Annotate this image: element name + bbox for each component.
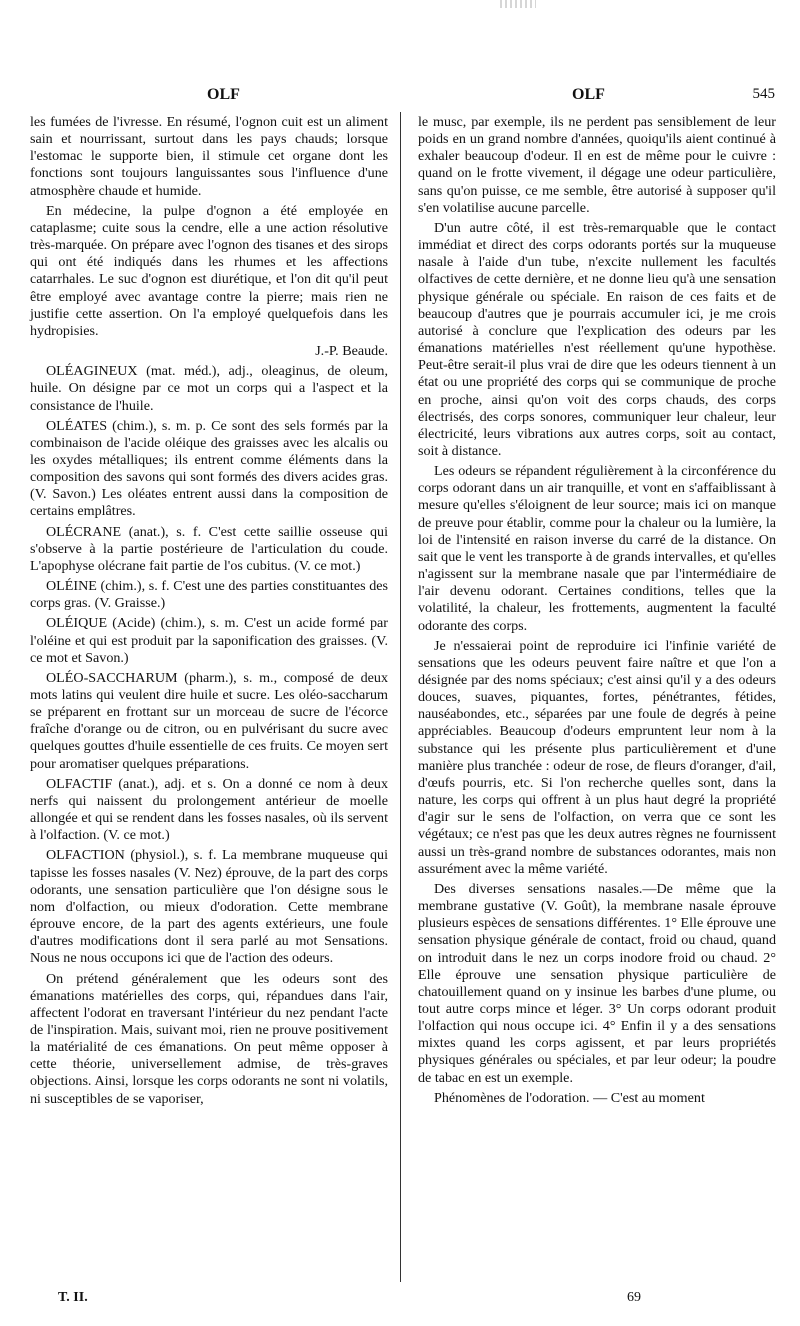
volume-mark: T. II. <box>58 1290 88 1305</box>
entry-oleique: OLÉIQUE (Acide) (chim.), s. m. C'est un acide formé par l'oléine et qui est produit par la saponification des graisses. (V. ce mot et Savon.) <box>30 615 388 666</box>
paragraph: Phénomènes de l'odoration. — C'est au moment <box>434 1089 705 1106</box>
left-column <box>30 114 388 1111</box>
paragraph: On prétend généralement que les odeurs sont des émanations matérielles des corps, qui, répandues dans l'air, affectent l'odorat en traversant l'intérieur du nez pendant l'acte de l'inspiration. Mais, suivant moi, rien ne prouve positivement la matérialité de ces émanations. On peut même opposer à cette théorie, universellement admise, de très-graves objections. Ainsi, lorsque les corps odorants ne sont ni volatils, ni susceptibles de se vaporiser, <box>30 970 388 1107</box>
paragraph: Les odeurs se répandent régulièrement à la circonférence du corps odorant dans un air tranquille, et vont en s'affaiblissant à mesure qu'elles s'éloignent de leur source; mais ici on manque de preuve pour établir, comme pour la chaleur ou la lumière, la loi de l'intensité en raison inverse du carré de la distance. On sait que le vent les transporte à de grands intervalles, et qu'elles n'agissent sur la membrane nasale que par l'intermédiaire de l'air devenu odorant. Certaines conditions, telles que la volatilité, la chaleur, les frottements, augmentent la faculté odorante des corps. <box>418 463 776 634</box>
header-left-title: OLF <box>207 86 240 103</box>
scan-artifact <box>500 0 536 8</box>
page-number: 545 <box>752 86 775 102</box>
paragraph: le musc, par exemple, ils ne perdent pas sensiblement de leur poids en un grand nombre d'années, quoiqu'ils aient continué à exhaler beaucoup d'odeur. Il en est de même pour le cuivre : quand on le frotte vivement, il dégage une odeur particulière, sans qu'on puisse, ce me semble, être autorisé à supposer qu'il s'en volatilise aucune parcelle. <box>418 114 776 216</box>
entry-oleagineux: OLÉAGINEUX (mat. méd.), adj., oleaginus, de oleum, huile. On désigne par ce mot un corps qui a l'aspect et la consistance de l'huile. <box>30 363 388 414</box>
entry-oleine: OLÉINE (chim.), s. f. C'est une des parties constituantes des corps gras. (V. Graisse.) <box>30 578 388 612</box>
author-signature: J.-P. Beaude. <box>315 343 388 360</box>
sheet-signature: 69 <box>627 1290 641 1305</box>
page-footer <box>30 1290 775 1310</box>
paragraph: En médecine, la pulpe d'ognon a été employée en cataplasme; cuite sous la cendre, elle a une action résolutive très-marquée. On prépare avec l'ognon des tisanes et des sirops qui ont été indiqués dans les rhumes et les affections catarrhales. Le suc d'ognon est diurétique, et l'on dit qu'il peut être employé avec avantage contre la pierre; mais rien ne justifie cette assertion. On l'a employé quelquefois dans les hydropisies. <box>30 202 388 339</box>
paragraph: les fumées de l'ivresse. En résumé, l'ognon cuit est un aliment sain et nourrissant, surtout dans les pays chauds; lorsque l'estomac le supporte bien, il stimule cet organe dont les fonctions sont toujours languissantes sous l'influence d'une atmosphère chaude et humide. <box>30 114 388 199</box>
entry-oleo-saccharum: OLÉO-SACCHARUM (pharm.), s. m., composé de deux mots latins qui veulent dire huile et sucre. Les oléo-saccharum se préparent en frottant sur un morceau de sucre de l'écorce fraîche d'orange ou de citron, ou en pulvérisant du sucre avec quelques gouttes d'huile essentielle de ces fruits. Ce moyen sert pour aromatiser quelques préparations. <box>30 669 388 772</box>
entry-olfaction: OLFACTION (physiol.), s. f. La membrane muqueuse qui tapisse les fosses nasales (V. Nez) éprouve, de la part des corps odorants, une sensation particulière que l'on désigne sous le nom d'olfaction, ou mieux d'odoration. Cette membrane éprouve encore, de la part des agents extérieurs, une foule d'autres modifications dont il sera parlé au mot Sensations. Nous ne nous occupons ici que de l'action des odeurs. <box>30 847 388 967</box>
entry-olecrane: OLÉCRANE (anat.), s. f. C'est cette saillie osseuse qui s'observe à la partie postérieure de l'articulation du coude. L'apophyse olécrane fait partie de l'os cubitus. (V. ce mot.) <box>30 523 388 574</box>
paragraph: Je n'essaierai point de reproduire ici l'infinie variété de sensations que les odeurs peuvent faire naître et que l'on a désignée par des noms spéciaux; c'est ainsi qu'il y a des odeurs douces, suaves, piquantes, fortes, pénétrantes, fétides, nauséabondes, etc., séparées par une foule de degrés à peine appréciables. Beaucoup d'odeurs empruntent leur nom à la substance qui les présente plus particulièrement et d'une manière plus tranchée : odeur de rose, de fleurs d'oranger, d'ail, d'œufs pourris, etc. Si l'on recherche quelles sont, dans la nature, les corps qui offrent à un plus haut degré la propriété d'agir sur le sens de l'olfaction, on verra que ce sont les végétaux; ce n'est pas que les deux autres règnes ne fournissent aussi un très-grand nombre de substances odorantes, mais non assurément avec la même variété. <box>418 637 776 877</box>
column-divider <box>400 112 401 1282</box>
right-column <box>418 114 776 1110</box>
entry-olfactif: OLFACTIF (anat.), adj. et s. On a donné ce nom à deux nerfs qui naissent du prolongement antérieur de moelle allongée et qui se rendent dans les fosses nasales, où ils servent à l'olfaction. (V. ce mot.) <box>30 775 388 844</box>
header-right-title: OLF <box>572 86 605 103</box>
running-header <box>30 86 775 108</box>
entry-oleates: OLÉATES (chim.), s. m. p. Ce sont des sels formés par la combinaison de l'acide oléique des graisses avec les alcalis ou les oxydes métalliques; ils entrent comme éléments dans la composition des savons qui sont formés des divers acides gras. (V. Savon.) Les oléates entrent aussi dans la composition de certains emplâtres. <box>30 417 388 520</box>
paragraph: D'un autre côté, il est très-remarquable que le contact immédiat et direct des corps odorants portés sur la muqueuse nasale à l'aide d'un tube, n'excite nullement les facultés olfactives de cette dernière, et ne donne lieu qu'à une sensation physique générale ou spéciale. En raison de ces faits et de beaucoup d'autres que je pourrais accumuler ici, je me crois autorisé à conclure que l'explication des odeurs par les émanations matérielles n'est réellement qu'une hypothèse. Peut-être serait-il plus vrai de dire que les odeurs tiennent à un état ou une propriété des corps qui se communique de proche en proche, ainsi qu'on voit des corps chauds, des corps électrisés, des corps sonores, communiquer leur chaleur, leur électricité, leurs vibrations aux autres corps, soit au contact, soit à distance. <box>418 219 776 459</box>
paragraph: Des diverses sensations nasales.—De même que la membrane gustative (V. Goût), la membrane nasale éprouve plusieurs espèces de sensations différentes. 1° Elle éprouve une sensation physique générale de contact, froid ou chaud, quand on introduit dans le nez un corps inodore froid ou chaud. 2° Elle éprouve une sensation physique particulière de chatouillement quand on y insinue les barbes d'une plume, ou tout autre corps mince et léger. 3° Un corps odorant produit l'olfaction qui nous occupe ici. 4° Enfin il y a des sensations mixtes quand les corps agissent, et par leurs propriétés physiques générales ou spéciales, et par leur odeur; la poudre de tabac en est un exemple. <box>418 880 777 1086</box>
